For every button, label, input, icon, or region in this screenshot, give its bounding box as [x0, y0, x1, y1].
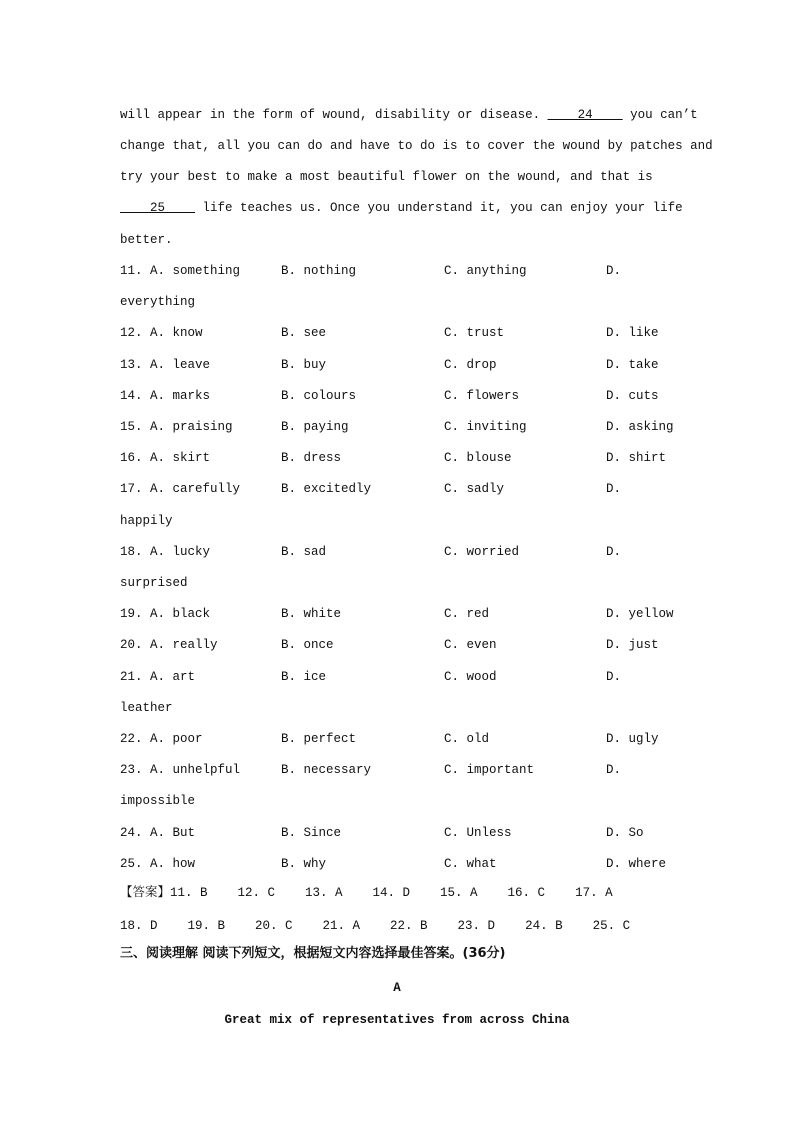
question-row [120, 825, 680, 841]
option-c: C. drop [444, 357, 497, 372]
option-d: D. like [606, 326, 659, 341]
question-number-and-option-a [120, 637, 218, 653]
question-number: 19. [120, 607, 143, 622]
option-d: D. So [606, 825, 644, 840]
option-d: D. yellow [606, 607, 674, 622]
option-d-wrapped-text: leather [120, 700, 173, 715]
question-number: 21. [120, 669, 143, 684]
answer-line-2: 18. D 19. B 20. C 21. A 22. B 23. D 24. B 25. C [120, 919, 631, 933]
question-number-and-option-a [120, 825, 195, 841]
option-a: A. marks [150, 388, 211, 403]
passage-line-2: change that, all you can do and have to do is to cover the wound by patches and [120, 139, 713, 153]
question-number-and-option-a [120, 388, 210, 404]
question-row [120, 481, 680, 497]
option-b: B. necessary [281, 763, 372, 778]
option-a: A. know [150, 326, 203, 341]
option-c: C. even [444, 638, 497, 653]
option-b: B. perfect [281, 732, 357, 746]
question-number-and-option-a [120, 606, 210, 622]
option-d-wrapped-text: impossible [120, 794, 196, 809]
option-c: C. blouse [444, 451, 512, 466]
question-row [120, 637, 680, 653]
question-number: 16. [120, 451, 143, 466]
question-row [120, 669, 680, 685]
option-b: B. white [281, 607, 342, 622]
option-d: D. [606, 763, 622, 778]
option-d: D. asking [606, 420, 674, 434]
question-number-and-option-a [120, 762, 240, 778]
question-number-and-option-a [120, 481, 240, 497]
option-d: D. cuts [606, 388, 659, 403]
question-number: 14. [120, 388, 143, 403]
option-a: A. lucky [150, 544, 211, 559]
question-row [120, 762, 680, 778]
answer-line-1: 【答案】11. B 12. C 13. A 14. D 15. A 16. C 17. A [120, 886, 613, 900]
option-d: D. [606, 264, 622, 278]
option-a: A. poor [150, 732, 203, 746]
question-number: 20. [120, 638, 143, 653]
blank-25: ____25____ [120, 201, 196, 215]
question-number-and-option-a [120, 419, 233, 435]
question-number: 25. [120, 856, 143, 871]
blank-24: ____24____ [547, 108, 623, 122]
passage-line-1 [120, 107, 698, 123]
question-row [120, 357, 680, 373]
question-number: 18. [120, 544, 143, 559]
option-c: C. trust [444, 326, 505, 341]
option-b: B. see [281, 326, 327, 341]
question-number-and-option-a [120, 731, 203, 747]
passage-text: you can’t [622, 108, 698, 122]
option-b: B. excitedly [281, 482, 372, 497]
option-c: C. important [444, 763, 535, 778]
option-d: D. where [606, 856, 667, 871]
option-b: B. nothing [281, 264, 357, 278]
option-b: B. dress [281, 451, 342, 466]
question-number-and-option-a [120, 544, 210, 560]
option-c: C. anything [444, 264, 527, 278]
section-heading: 三、阅读理解 阅读下列短文，根据短文内容选择最佳答案。(36分) [120, 946, 506, 961]
option-b: B. sad [281, 544, 327, 559]
option-a: A. leave [150, 357, 211, 372]
option-a: A. art [150, 669, 196, 684]
option-c: C. old [444, 732, 490, 746]
question-row [120, 419, 680, 435]
option-b: B. ice [281, 669, 327, 684]
question-row [120, 856, 680, 872]
passage-text: life teaches us. Once you understand it, you can enjoy your life [195, 201, 683, 215]
option-a: A. But [150, 825, 196, 840]
question-number-and-option-a [120, 450, 210, 466]
question-row [120, 388, 680, 404]
passage-line-5: better. [120, 233, 173, 247]
question-number: 17. [120, 482, 143, 497]
option-b: B. colours [281, 388, 357, 403]
question-number: 15. [120, 420, 143, 434]
option-b: B. paying [281, 420, 349, 434]
option-a: A. really [150, 638, 218, 653]
question-number: 12. [120, 326, 143, 341]
option-d: D. [606, 482, 622, 497]
option-d: D. ugly [606, 732, 659, 746]
question-row [120, 606, 680, 622]
option-a: A. something [150, 264, 241, 278]
question-row [120, 731, 680, 747]
option-d-wrapped-text: everything [120, 295, 196, 310]
question-number: 13. [120, 357, 143, 372]
question-number-and-option-a [120, 856, 195, 872]
question-number-and-option-a [120, 325, 203, 341]
option-b: B. Since [281, 825, 342, 840]
question-number: 24. [120, 825, 143, 840]
passage-title: Great mix of representatives from across China [224, 1013, 570, 1027]
passage-label: A [393, 981, 401, 995]
option-c: C. wood [444, 669, 497, 684]
question-row [120, 263, 680, 279]
option-c: C. worried [444, 544, 520, 559]
option-a: A. how [150, 856, 196, 871]
option-d-wrapped-text: happily [120, 513, 173, 528]
question-number-and-option-a [120, 669, 195, 685]
option-c: C. flowers [444, 388, 520, 403]
option-c: C. Unless [444, 825, 512, 840]
option-b: B. once [281, 638, 334, 653]
option-d: D. take [606, 357, 659, 372]
option-c: C. inviting [444, 420, 527, 434]
option-a: A. carefully [150, 482, 241, 497]
question-row [120, 544, 680, 560]
option-c: C. red [444, 607, 490, 622]
option-d: D. just [606, 638, 659, 653]
passage-line-4 [120, 200, 683, 216]
question-number: 22. [120, 732, 143, 746]
option-a: A. skirt [150, 451, 211, 466]
question-number: 23. [120, 763, 143, 778]
option-a: A. unhelpful [150, 763, 241, 778]
option-d: D. shirt [606, 451, 667, 466]
option-d: D. [606, 544, 622, 559]
question-row [120, 325, 680, 341]
option-c: C. sadly [444, 482, 505, 497]
option-b: B. buy [281, 357, 327, 372]
passage-line-3: try your best to make a most beautiful flower on the wound, and that is [120, 170, 653, 184]
question-number-and-option-a [120, 263, 240, 279]
question-row [120, 450, 680, 466]
question-number: 11. [120, 264, 143, 278]
question-number-and-option-a [120, 357, 210, 373]
option-c: C. what [444, 856, 497, 871]
passage-text: will appear in the form of wound, disability or disease. [120, 108, 548, 122]
option-d-wrapped-text: surprised [120, 576, 188, 590]
option-a: A. praising [150, 420, 233, 434]
option-d: D. [606, 669, 622, 684]
option-b: B. why [281, 856, 327, 871]
option-a: A. black [150, 607, 211, 622]
